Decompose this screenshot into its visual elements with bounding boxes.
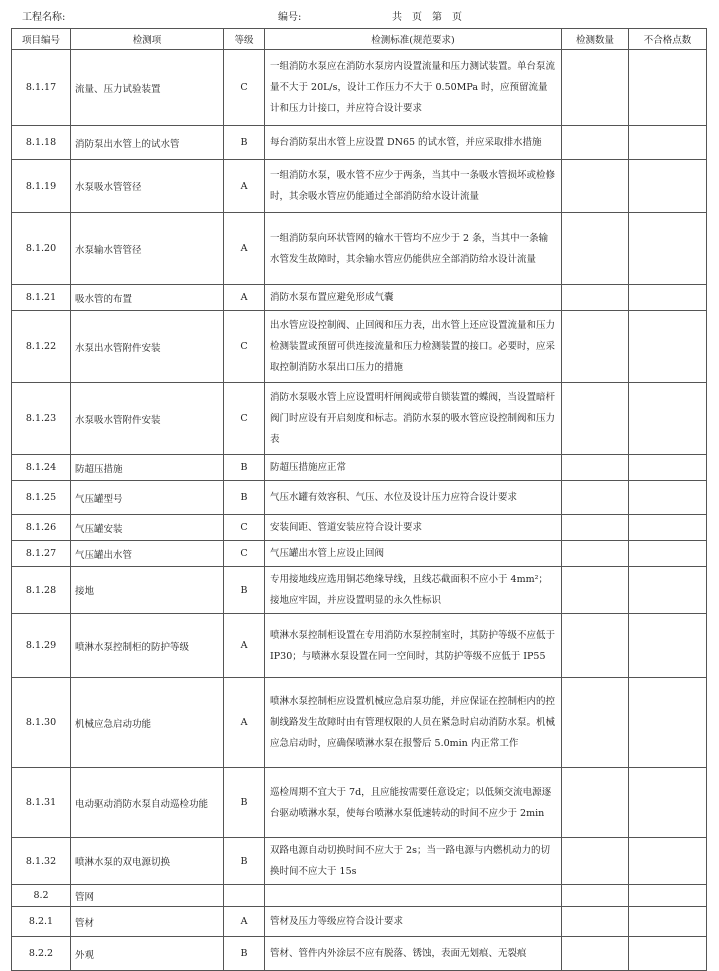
table-row xyxy=(12,383,707,455)
table-row xyxy=(12,455,707,481)
row-item: 气压罐型号 xyxy=(71,481,224,515)
row-failures-cell xyxy=(629,838,707,885)
project-name-label: 工程名称: xyxy=(22,12,66,23)
row-failures-cell xyxy=(629,50,707,126)
column-header-standard: 检测标准(规范要求) xyxy=(265,29,562,50)
row-failures-cell xyxy=(629,126,707,160)
row-grade: B xyxy=(224,567,265,614)
row-standard: 一组消防水泵，吸水管不应少于两条，当其中一条吸水管损坏或检修时，其余吸水管应仍能通过全部消防给水设计流量 xyxy=(265,160,562,213)
column-header-item: 检测项 xyxy=(71,29,224,50)
row-standard: 一组消防水泵应在消防水泵房内设置流量和压力测试装置。单台泵流量不大于 20L/s，设计工作压力不大于 0.50MPa 时，应预留流量计和压力计接口，并应符合设计要求 xyxy=(265,50,562,126)
table-row xyxy=(12,885,707,907)
table-row xyxy=(12,126,707,160)
table-header-row xyxy=(12,29,707,50)
row-grade: C xyxy=(224,383,265,455)
row-quantity-cell xyxy=(562,160,629,213)
row-grade: B xyxy=(224,481,265,515)
row-grade: A xyxy=(224,285,265,311)
row-item: 管网 xyxy=(71,885,224,907)
row-standard: 双路电源自动切换时间不应大于 2s；当一路电源与内燃机动力的切换时间不应大于 15s xyxy=(265,838,562,885)
table-row xyxy=(12,567,707,614)
serial-number-label: 编号: xyxy=(278,12,302,23)
row-quantity-cell xyxy=(562,455,629,481)
row-standard: 管材、管件内外涂层不应有脱落、锈蚀，表面无划痕、无裂痕 xyxy=(265,937,562,971)
row-grade: B xyxy=(224,455,265,481)
row-item: 吸水管的布置 xyxy=(71,285,224,311)
row-item: 电动驱动消防水泵自动巡检功能 xyxy=(71,768,224,838)
row-failures-cell xyxy=(629,160,707,213)
row-quantity-cell xyxy=(562,515,629,541)
row-standard xyxy=(265,885,562,907)
row-grade: A xyxy=(224,614,265,678)
row-number: 8.1.23 xyxy=(12,383,71,455)
row-number: 8.1.20 xyxy=(12,213,71,285)
document-header xyxy=(0,10,719,26)
row-standard: 消防水泵吸水管上应设置明杆闸阀或带自锁装置的蝶阀，当设置暗杆阀门时应设有开启刻度和标志。消防水泵的吸水管应设控制阀和压力表 xyxy=(265,383,562,455)
row-grade: A xyxy=(224,907,265,937)
table-row xyxy=(12,481,707,515)
row-item: 外观 xyxy=(71,937,224,971)
row-failures-cell xyxy=(629,907,707,937)
row-failures-cell xyxy=(629,678,707,768)
row-grade: C xyxy=(224,515,265,541)
column-header-grade: 等级 xyxy=(224,29,265,50)
row-number: 8.1.31 xyxy=(12,768,71,838)
row-failures-cell xyxy=(629,383,707,455)
row-number: 8.1.19 xyxy=(12,160,71,213)
row-quantity-cell xyxy=(562,937,629,971)
table-row xyxy=(12,678,707,768)
row-failures-cell xyxy=(629,541,707,567)
row-item: 气压罐安装 xyxy=(71,515,224,541)
row-item: 管材 xyxy=(71,907,224,937)
row-item: 流量、压力试验装置 xyxy=(71,50,224,126)
row-quantity-cell xyxy=(562,614,629,678)
row-failures-cell xyxy=(629,768,707,838)
column-header-failures: 不合格点数 xyxy=(629,29,707,50)
table-row xyxy=(12,515,707,541)
table-row xyxy=(12,285,707,311)
row-number: 8.1.28 xyxy=(12,567,71,614)
table-row xyxy=(12,838,707,885)
table-row xyxy=(12,541,707,567)
row-standard: 出水管应设控制阀、止回阀和压力表，出水管上还应设置流量和压力检测装置或预留可供连接流量和压力检测装置的接口。必要时，应采取控制消防水泵出口压力的措施 xyxy=(265,311,562,383)
row-failures-cell xyxy=(629,515,707,541)
row-standard: 喷淋水泵控制柜设置在专用消防水泵控制室时，其防护等级不应低于 IP30；与喷淋水泵设置在同一空间时，其防护等级不应低于 IP55 xyxy=(265,614,562,678)
row-quantity-cell xyxy=(562,311,629,383)
table-row xyxy=(12,213,707,285)
row-standard: 每台消防泵出水管上应设置 DN65 的试水管，并应采取排水措施 xyxy=(265,126,562,160)
row-grade: C xyxy=(224,311,265,383)
row-failures-cell xyxy=(629,213,707,285)
row-standard: 气压水罐有效容积、气压、水位及设计压力应符合设计要求 xyxy=(265,481,562,515)
row-quantity-cell xyxy=(562,541,629,567)
row-grade: A xyxy=(224,213,265,285)
row-failures-cell xyxy=(629,311,707,383)
row-quantity-cell xyxy=(562,481,629,515)
row-quantity-cell xyxy=(562,838,629,885)
row-grade: B xyxy=(224,768,265,838)
row-item: 防超压措施 xyxy=(71,455,224,481)
row-quantity-cell xyxy=(562,126,629,160)
table-row xyxy=(12,937,707,971)
row-standard: 巡检周期不宜大于 7d，且应能按需要任意设定；以低频交流电源逐台驱动喷淋水泵，使每台喷淋水泵低速转动的时间不应少于 2min xyxy=(265,768,562,838)
row-failures-cell xyxy=(629,567,707,614)
row-quantity-cell xyxy=(562,678,629,768)
row-number: 8.1.25 xyxy=(12,481,71,515)
row-item: 水泵吸水管附件安装 xyxy=(71,383,224,455)
row-item: 水泵输水管管径 xyxy=(71,213,224,285)
row-item: 气压罐出水管 xyxy=(71,541,224,567)
row-grade: B xyxy=(224,126,265,160)
row-item: 消防泵出水管上的试水管 xyxy=(71,126,224,160)
row-standard: 防超压措施应正常 xyxy=(265,455,562,481)
row-number: 8.1.17 xyxy=(12,50,71,126)
row-standard: 一组消防泵向环状管网的输水干管均不应少于 2 条，当其中一条输水管发生故障时，其余输水管应仍能供应全部消防给水设计流量 xyxy=(265,213,562,285)
row-grade: A xyxy=(224,160,265,213)
row-item: 水泵吸水管管径 xyxy=(71,160,224,213)
row-quantity-cell xyxy=(562,567,629,614)
row-item: 机械应急启动功能 xyxy=(71,678,224,768)
row-quantity-cell xyxy=(562,50,629,126)
row-standard: 管材及压力等级应符合设计要求 xyxy=(265,907,562,937)
table-row xyxy=(12,160,707,213)
row-standard: 喷淋水泵控制柜应设置机械应急启泵功能，并应保证在控制柜内的控制线路发生故障时由有管理权限的人员在紧急时启动消防水泵。机械应急启动时，应确保喷淋水泵在报警后 5.0min 内正常工作 xyxy=(265,678,562,768)
row-failures-cell xyxy=(629,455,707,481)
table-row xyxy=(12,311,707,383)
row-failures-cell xyxy=(629,885,707,907)
row-number: 8.1.21 xyxy=(12,285,71,311)
row-item: 喷淋水泵控制柜的防护等级 xyxy=(71,614,224,678)
row-quantity-cell xyxy=(562,213,629,285)
row-grade: C xyxy=(224,50,265,126)
row-standard: 专用接地线应选用铜芯绝缘导线，且线芯截面积不应小于 4mm²；接地应牢固，并应设置明显的永久性标识 xyxy=(265,567,562,614)
row-item: 接地 xyxy=(71,567,224,614)
row-quantity-cell xyxy=(562,768,629,838)
column-header-number: 项目编号 xyxy=(12,29,71,50)
row-quantity-cell xyxy=(562,285,629,311)
row-number: 8.1.30 xyxy=(12,678,71,768)
row-standard: 安装间距、管道安装应符合设计要求 xyxy=(265,515,562,541)
row-grade: B xyxy=(224,838,265,885)
row-failures-cell xyxy=(629,614,707,678)
inspection-table xyxy=(11,28,707,971)
row-grade: A xyxy=(224,678,265,768)
row-number: 8.1.32 xyxy=(12,838,71,885)
row-grade: C xyxy=(224,541,265,567)
row-number: 8.2.2 xyxy=(12,937,71,971)
row-standard: 气压罐出水管上应设止回阀 xyxy=(265,541,562,567)
row-grade: B xyxy=(224,937,265,971)
row-quantity-cell xyxy=(562,383,629,455)
row-failures-cell xyxy=(629,285,707,311)
row-number: 8.1.22 xyxy=(12,311,71,383)
row-failures-cell xyxy=(629,937,707,971)
row-number: 8.1.26 xyxy=(12,515,71,541)
table-row xyxy=(12,50,707,126)
row-number: 8.2.1 xyxy=(12,907,71,937)
page-count-label: 共 页 第 页 xyxy=(392,12,462,23)
row-grade xyxy=(224,885,265,907)
row-quantity-cell xyxy=(562,907,629,937)
row-number: 8.1.18 xyxy=(12,126,71,160)
row-number: 8.2 xyxy=(12,885,71,907)
row-failures-cell xyxy=(629,481,707,515)
row-number: 8.1.27 xyxy=(12,541,71,567)
table-row xyxy=(12,768,707,838)
row-standard: 消防水泵布置应避免形成气囊 xyxy=(265,285,562,311)
table-row xyxy=(12,907,707,937)
row-quantity-cell xyxy=(562,885,629,907)
table-row xyxy=(12,614,707,678)
row-item: 水泵出水管附件安装 xyxy=(71,311,224,383)
row-number: 8.1.29 xyxy=(12,614,71,678)
column-header-quantity: 检测数量 xyxy=(562,29,629,50)
row-number: 8.1.24 xyxy=(12,455,71,481)
row-item: 喷淋水泵的双电源切换 xyxy=(71,838,224,885)
